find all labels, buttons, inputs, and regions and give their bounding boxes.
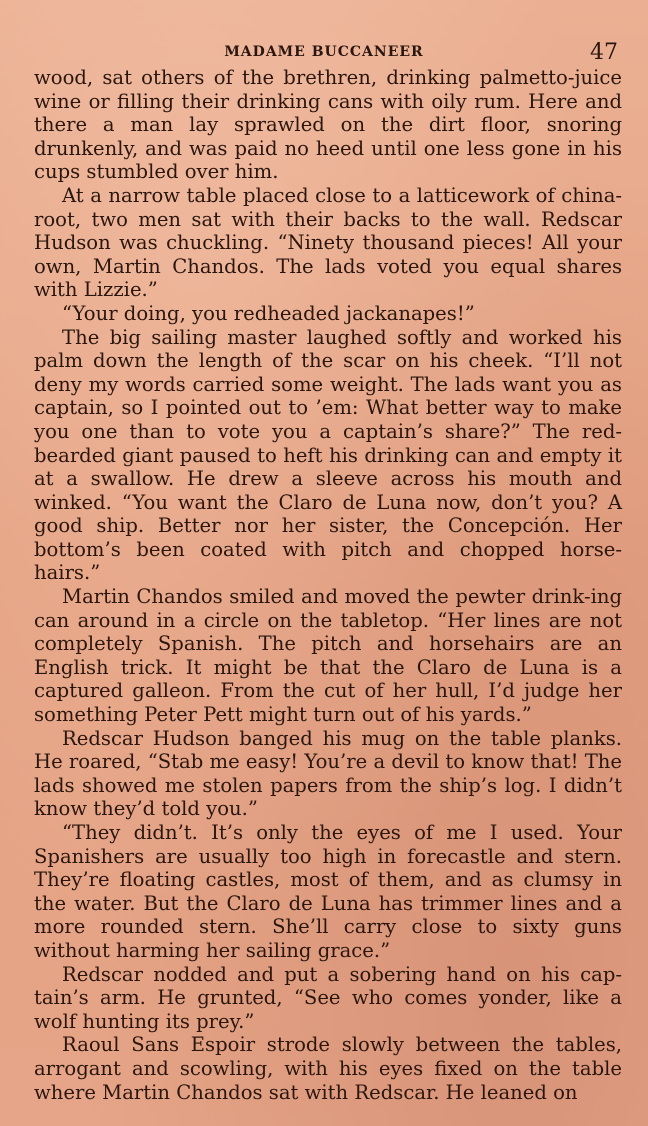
paragraph: Martin Chandos smiled and moved the pewter drink-ing can around in a circle on the tabletop. “Her lines are not completely Spanish. The pitch and horsehairs are an English trick. It might be that the Claro de Luna is a captured galleon. From the cut of her hull, I’d judge her something Peter Pett might turn out of his yards.” [34,585,622,727]
paragraph: “Your doing, you redheaded jackanapes!” [62,301,475,325]
running-head: MADAME BUCCANEER [224,44,424,60]
page-number: 47 [590,40,618,65]
paragraph: wood, sat others of the brethren, drinking palmetto-juice wine or filling their drinking cans with oily rum. Here and there a man lay sprawled on the dirt floor, snoring drunkenly, and was paid no heed until one less gone in his cups stumbled over him. [34,66,622,184]
paragraph: “They didn’t. It’s only the eyes of me I used. Your Spanishers are usually too high in forecastle and stern. They’re floating castles, most of them, and as clumsy in the water. But the Claro de Luna has trimmer lines and a more rounded stern. She’ll carry close to sixty guns without harming her sailing grace.” [34,821,622,962]
paragraph: The big sailing master laughed softly and worked his palm down the length of the scar on his cheek. “I’ll not deny my words carried some weight. The lads want you as captain, so I pointed out to ’em: What better way to make you one than to vote you a captain’s share?” The red-bearded giant paused to heft his drinking can and empty it at a swallow. He drew a sleeve across his mouth and winked. “You want the Claro de Luna now, don’t you? A good ship. Better nor her sister, the Concepción. Her bottom’s been coated with pitch and chopped horse-hairs.” [34,325,622,585]
paragraph: Redscar nodded and put a sobering hand on his cap-tain’s arm. He grunted, “See who comes yonder, like a wolf hunting its prey.” [34,962,622,1033]
body-text [34,66,622,1104]
paragraph: At a narrow table placed close to a latticework of china-root, two men sat with their backs to the wall. Redscar Hudson was chuckling. “Ninety thousand pieces! All your own, Martin Chandos. The lads voted you equal shares with Lizzie.” [34,183,622,302]
paragraph: Raoul Sans Espoir strode slowly between the tables, arrogant and scowling, with his eyes fixed on the table where Martin Chandos sat with Redscar. He leaned on [34,1033,622,1104]
paragraph: Redscar Hudson banged his mug on the table planks. He roared, “Stab me easy! You’re a devil to know that! The lads showed me stolen papers from the ship’s log. I didn’t know they’d told you.” [34,726,622,821]
